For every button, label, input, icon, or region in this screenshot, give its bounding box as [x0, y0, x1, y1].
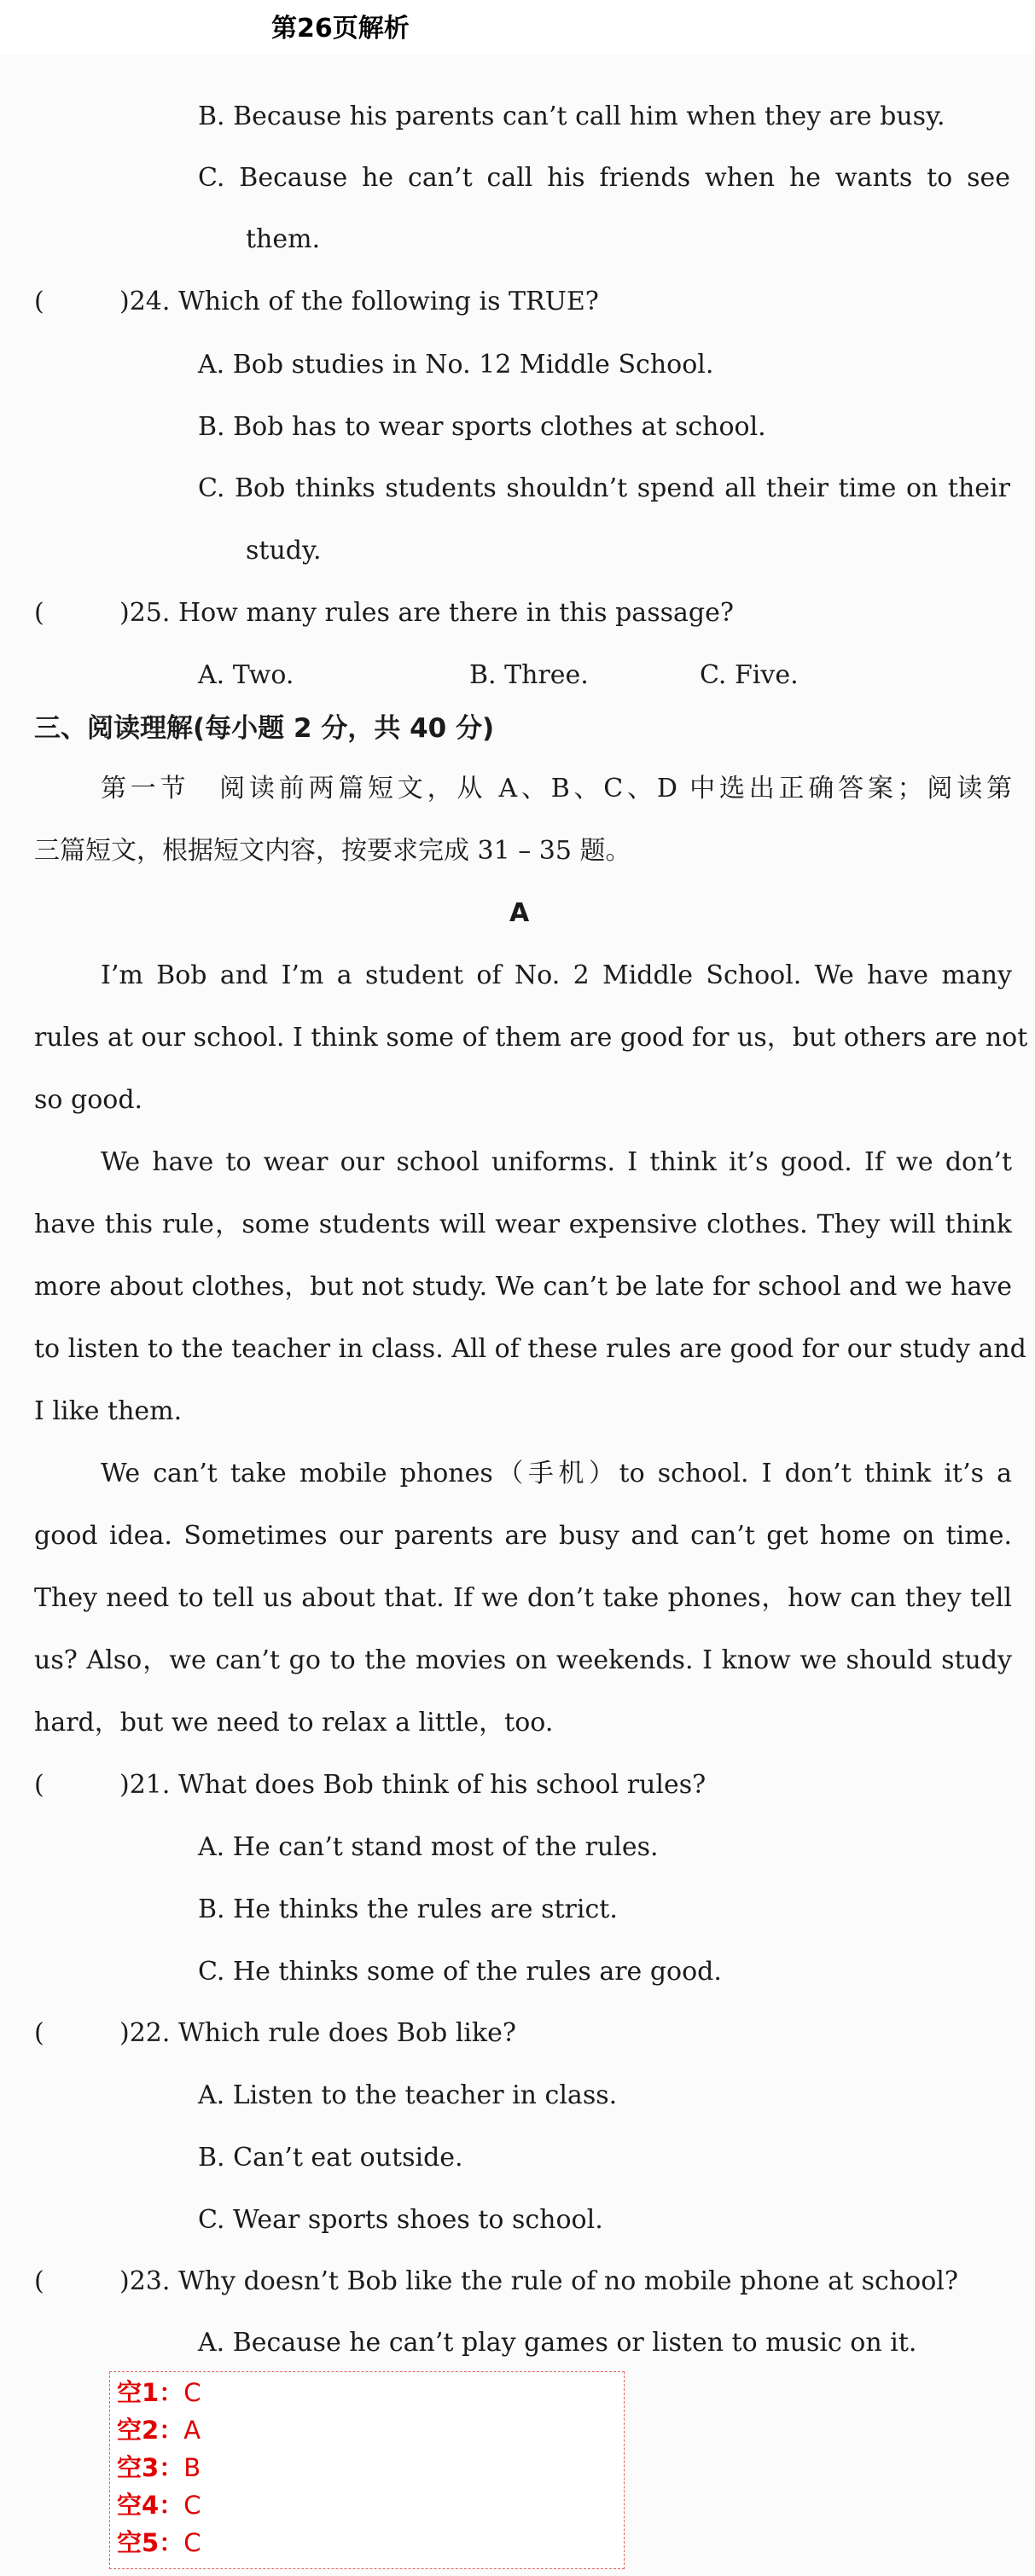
passage-line: They need to tell us about that. If we don’t take phones，how can they tell: [34, 1583, 1012, 1613]
page-title: 第26页解析: [271, 14, 410, 44]
question-22: )22. Which rule does Bob like?: [119, 2018, 516, 2048]
passage-line: so good.: [34, 1085, 143, 1115]
section-heading: 三、阅读理解(每小题 2 分，共 40 分): [34, 713, 495, 744]
answer-key: 空3：: [117, 2453, 184, 2482]
passage-line: more about clothes，but not study. We can’t be late for school and we have: [34, 1272, 1012, 1302]
passage-line: We can’t take mobile phones（手机）to school. I don’t think it’s a: [101, 1459, 1012, 1488]
option-c-prev-cont: them.: [246, 224, 321, 254]
passage-line: good idea. Sometimes our parents are busy and can’t get home on time.: [34, 1521, 1012, 1551]
question-24: )24. Which of the following is TRUE?: [119, 287, 599, 316]
answer-paren: (: [34, 2266, 44, 2296]
answer-value: C: [183, 2378, 201, 2407]
passage-line: hard，but we need to relax a little，too.: [34, 1708, 554, 1738]
passage-line: us? Also，we can’t go to the movies on weekends. I know we should study: [34, 1645, 1012, 1675]
q23-option-a: A. Because he can’t play games or listen to music on it.: [198, 2328, 917, 2358]
option-b-prev: B. Because his parents can’t call him when they are busy.: [198, 102, 945, 131]
answer-key: 空1：: [117, 2378, 184, 2407]
answer-value: C: [183, 2528, 201, 2557]
answer-key-box: [109, 2371, 625, 2569]
answer-row-4: [117, 2488, 201, 2522]
passage-label: A: [509, 898, 530, 928]
q22-option-c: C. Wear sports shoes to school.: [198, 2205, 603, 2235]
q21-option-b: B. He thinks the rules are strict.: [198, 1894, 618, 1924]
instructions: 第一节 阅读前两篇短文，从 A、B、C、D 中选出正确答案；阅读第: [101, 774, 1012, 804]
answer-value: C: [183, 2491, 201, 2520]
passage-line: I like them.: [34, 1396, 183, 1426]
page-header: [0, 0, 1035, 55]
answer-paren: (: [34, 287, 44, 316]
q21-option-c: C. He thinks some of the rules are good.: [198, 1957, 722, 1987]
passage-line: rules at our school. I think some of them are good for us，but others are not: [34, 1023, 1028, 1053]
answer-paren: (: [34, 2018, 44, 2048]
passage-line: to listen to the teacher in class. All of these rules are good for our study and: [34, 1334, 1026, 1364]
answer-value: A: [183, 2416, 201, 2445]
answer-row-1: [117, 2376, 201, 2410]
answer-row-3: [117, 2451, 201, 2485]
q24-option-b: B. Bob has to wear sports clothes at school.: [198, 412, 766, 442]
answer-key: 空5：: [117, 2528, 184, 2557]
q24-option-a: A. Bob studies in No. 12 Middle School.: [198, 350, 714, 380]
question-23: )23. Why doesn’t Bob like the rule of no mobile phone at school?: [119, 2266, 958, 2296]
answer-key: 空2：: [117, 2416, 184, 2445]
option-c-prev: C. Because he can’t call his friends when he wants to see: [198, 163, 1010, 193]
q21-option-a: A. He can’t stand most of the rules.: [198, 1832, 659, 1862]
q24-option-c: C. Bob thinks students shouldn’t spend all their time on their: [198, 473, 1010, 503]
answer-row-2: [117, 2413, 201, 2447]
passage-line: We have to wear our school uniforms. I think it’s good. If we don’t: [101, 1147, 1012, 1177]
q24-option-c-cont: study.: [246, 536, 322, 566]
instructions-cont: 三篇短文，根据短文内容，按要求完成 31 – 35 题。: [34, 836, 631, 866]
q22-option-a: A. Listen to the teacher in class.: [198, 2080, 618, 2110]
question-21: )21. What does Bob think of his school rules?: [119, 1770, 706, 1800]
passage-line: I’m Bob and I’m a student of No. 2 Middle School. We have many: [101, 960, 1012, 990]
answer-paren: (: [34, 598, 44, 628]
q25-option-c: C. Five.: [700, 660, 799, 690]
question-25: )25. How many rules are there in this passage?: [119, 598, 734, 628]
q25-option-a: A. Two.: [198, 660, 294, 690]
q25-option-b: B. Three.: [469, 660, 589, 690]
answer-row-5: [117, 2526, 201, 2560]
answer-paren: (: [34, 1770, 44, 1800]
answer-key: 空4：: [117, 2491, 184, 2520]
answer-value: B: [183, 2453, 201, 2482]
passage-line: have this rule，some students will wear expensive clothes. They will think: [34, 1210, 1012, 1239]
q22-option-b: B. Can’t eat outside.: [198, 2143, 463, 2173]
